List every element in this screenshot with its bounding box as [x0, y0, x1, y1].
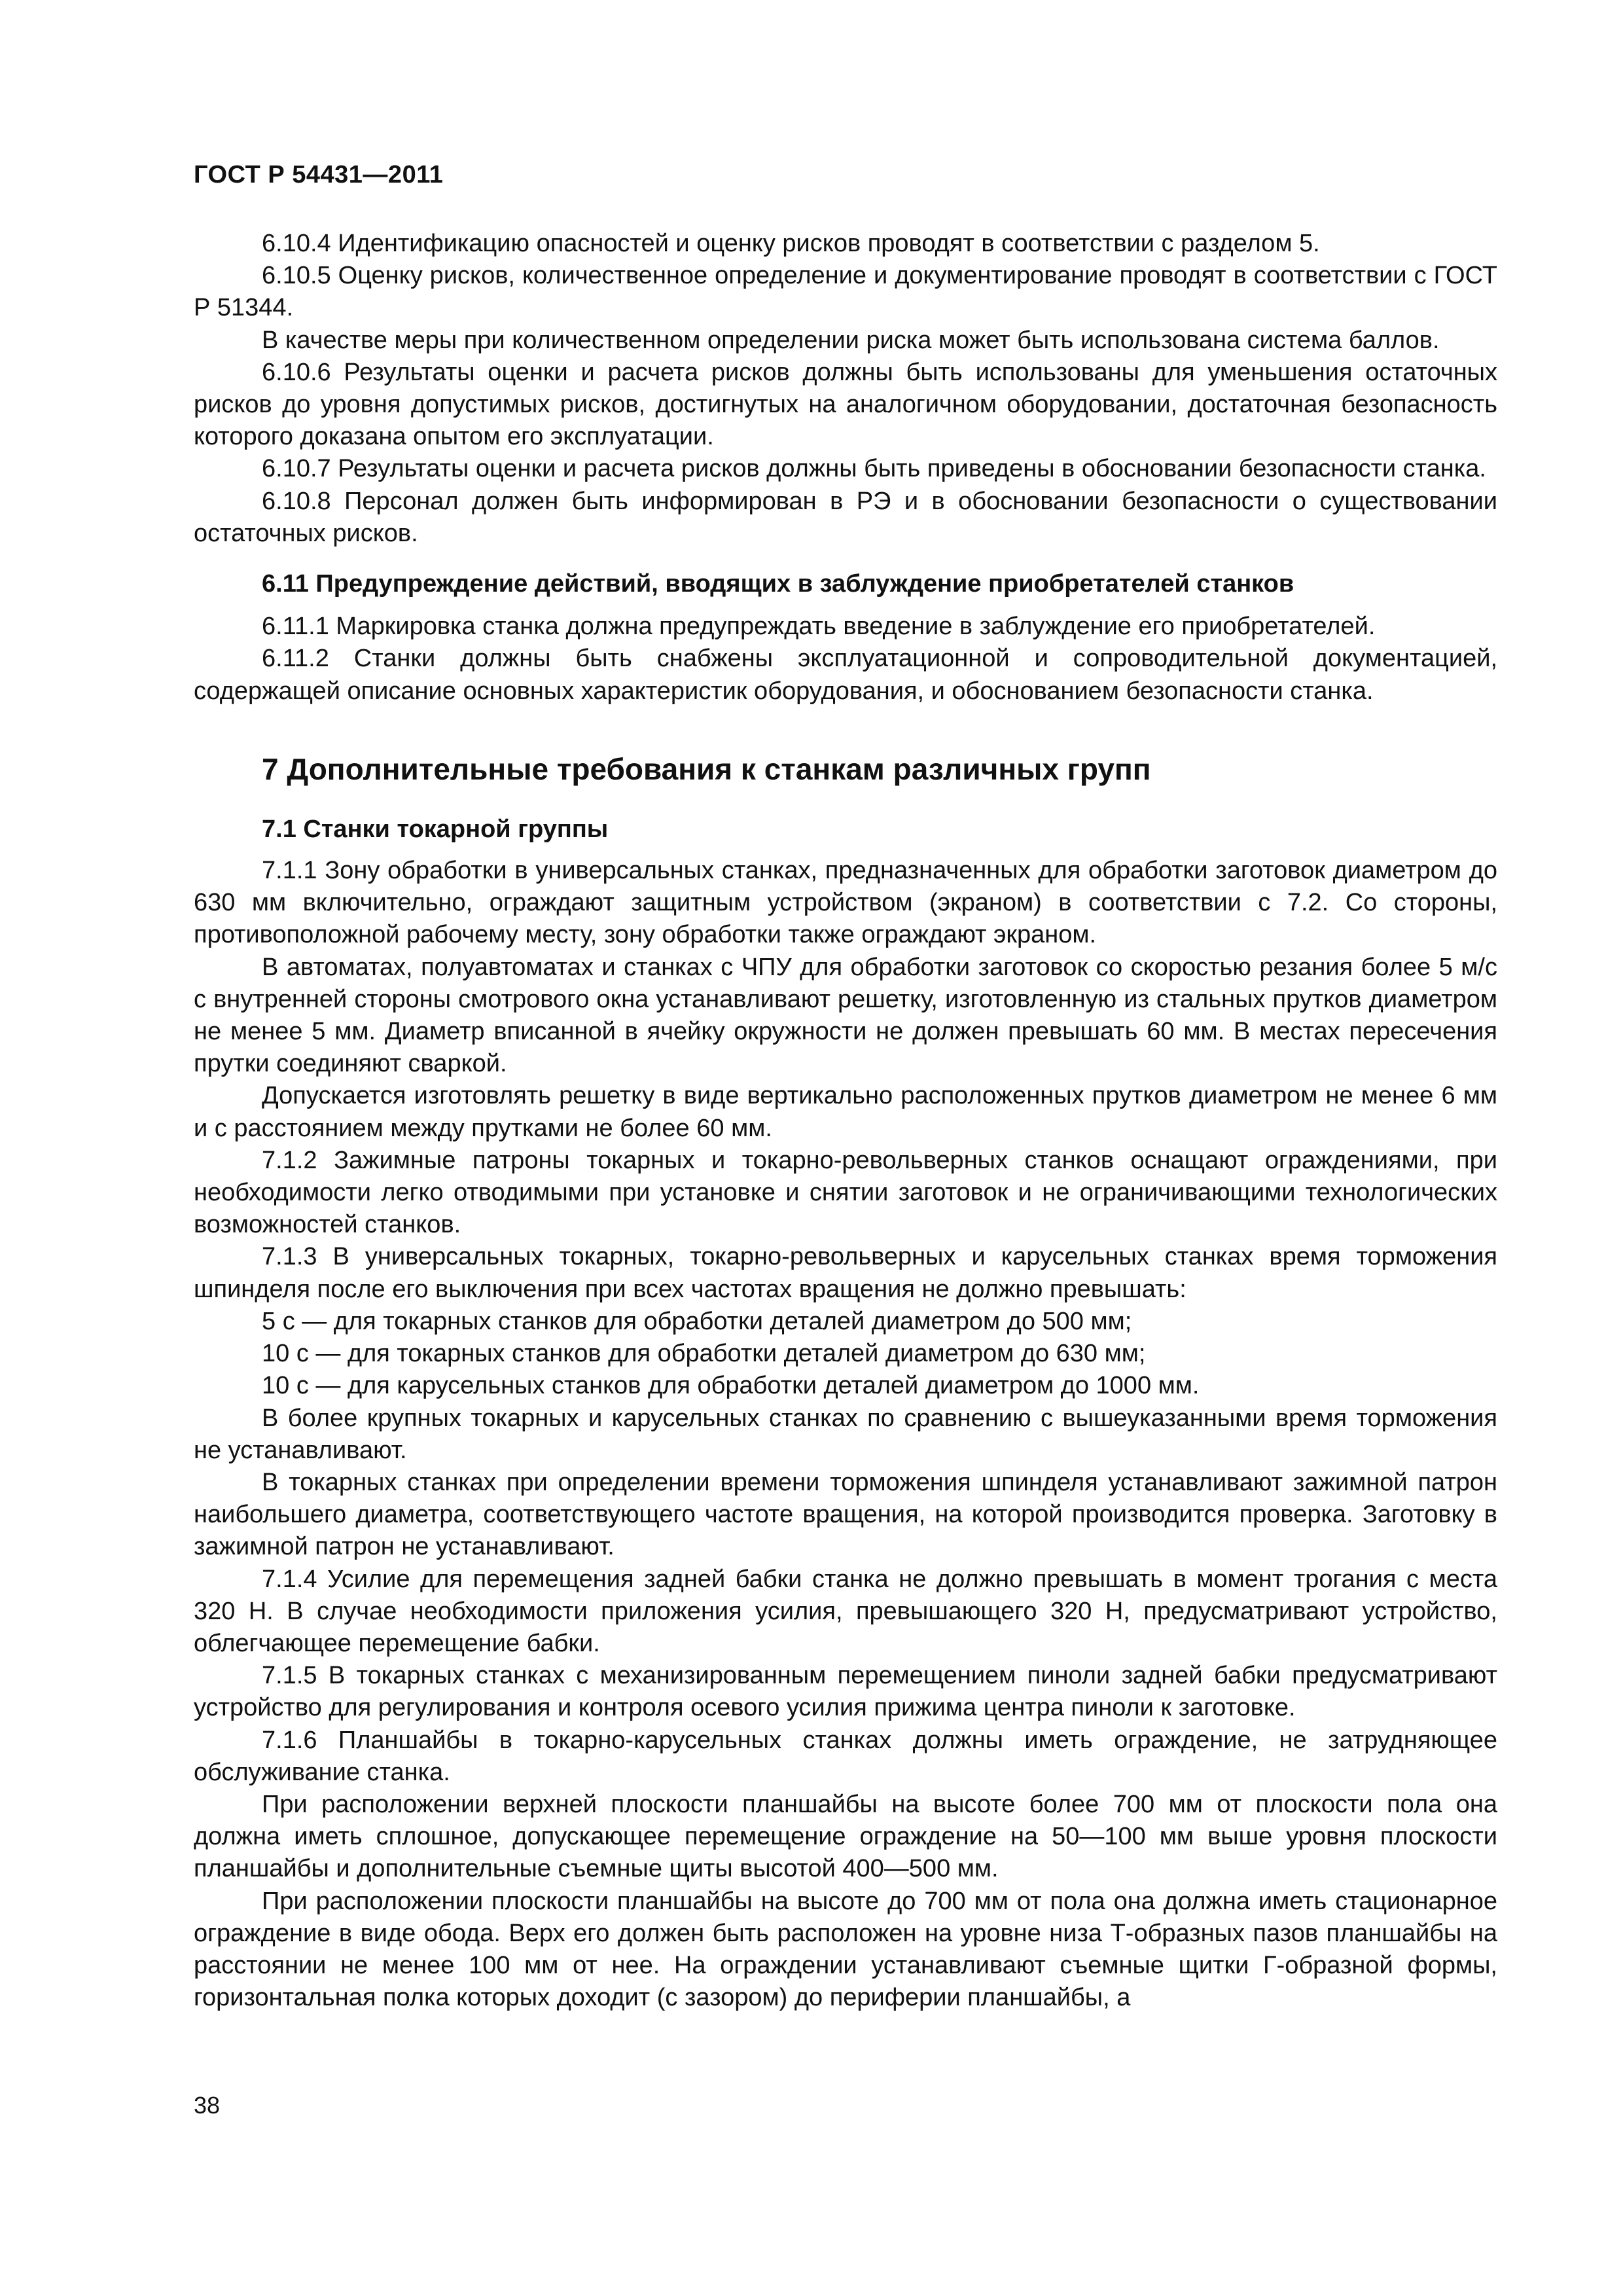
page-number: 38: [194, 2092, 221, 2119]
paragraph-7-1-5: 7.1.5 В токарных станках с механизированным перемещением пиноли задней бабки предусматривают устройство для регулирования и контроля осевого усилия прижима центра пиноли к заготовке.: [194, 1662, 1497, 1722]
document-code-header: ГОСТ Р 54431—2011: [194, 161, 444, 188]
paragraph-7-1-3: 7.1.3 В универсальных токарных, токарно-револьверных и карусельных станках время торможения шпинделя после его выключения при всех частотах вращения не должно превышать:: [194, 1243, 1497, 1303]
heading-6-11: 6.11 Предупреждение действий, вводящих в заблуждение приобретателей станков: [262, 570, 1294, 598]
paragraph-points-system: В качестве меры при количественном определении риска может быть использована система баллов.: [262, 326, 1440, 354]
paragraph-6-10-4: 6.10.4 Идентификацию опасностей и оценку рисков проводят в соответствии с разделом 5.: [262, 230, 1320, 257]
paragraph-7-1-4: 7.1.4 Усилие для перемещения задней бабки станка не должно превышать в момент трогания с места 320 Н. В случае необходимости приложения усилия, превышающего 320 Н, предусматривают устройство, облегчающее перемещение бабки.: [194, 1565, 1497, 1657]
heading-section-7: 7 Дополнительные требования к станкам различных групп: [262, 751, 1151, 786]
body-text: [194, 228, 1497, 2014]
paragraph-7-1-6: 7.1.6 Планшайбы в токарно-карусельных станках должны иметь ограждение, не затрудняющее обслуживание станка.: [194, 1726, 1497, 1786]
heading-7-1: 7.1 Станки токарной группы: [262, 815, 609, 843]
paragraph-6-10-5: 6.10.5 Оценку рисков, количественное определение и документирование проводят в соответствии с ГОСТ Р 51344.: [194, 262, 1497, 322]
paragraph-7-1-2: 7.1.2 Зажимные патроны токарных и токарно-револьверных станков оснащают ограждениями, при необходимости легко отводимыми при установке и снятии заготовок и не ограничивающими технологических возможностей станков.: [194, 1146, 1497, 1239]
list-item-braking-500: 5 с — для токарных станков для обработки деталей диаметром до 500 мм;: [262, 1307, 1132, 1335]
list-item-braking-1000: 10 с — для карусельных станков для обработки деталей диаметром до 1000 мм.: [262, 1372, 1200, 1400]
paragraph-6-11-1: 6.11.1 Маркировка станка должна предупреждать введение в заблуждение его приобретателей.: [262, 613, 1376, 641]
paragraph-6-10-7: 6.10.7 Результаты оценки и расчета рисков должны быть приведены в обосновании безопасности станка.: [262, 455, 1486, 483]
paragraph-faceplate-below-700: При расположении плоскости планшайбы на высоте до 700 мм от пола она должна иметь стационарное ограждение в виде обода. Верх его должен быть расположен на уровне низа Т-образных пазов планшайбы на расстоянии не менее 100 мм от нее. На ограждении устанавливают съемные щитки Г-образной формы, горизонтальная полка которых доходит (с зазором) до периферии планшайбы, а: [194, 1887, 1497, 2012]
paragraph-6-11-2: 6.11.2 Станки должны быть снабжены эксплуатационной и сопроводительной документацией, содержащей описание основных характеристик оборудования, и обоснованием безопасности станка.: [194, 645, 1497, 705]
paragraph-faceplate-above-700: При расположении верхней плоскости планшайбы на высоте более 700 мм от плоскости пола она должна иметь сплошное, допускающее перемещение ограждение на 50—100 мм выше уровня плоскости планшайбы и дополнительные съемные щиты высотой 400—500 мм.: [194, 1790, 1497, 1883]
paragraph-6-10-6: 6.10.6 Результаты оценки и расчета рисков должны быть использованы для уменьшения остаточных рисков до уровня допустимых рисков, достигнутых на аналогичном оборудовании, достаточная безопасность которого доказана опытом его эксплуатации.: [194, 358, 1497, 451]
list-item-braking-630: 10 с — для токарных станков для обработки деталей диаметром до 630 мм;: [262, 1340, 1146, 1368]
paragraph-6-10-8: 6.10.8 Персонал должен быть информирован в РЭ и в обосновании безопасности о существовании остаточных рисков.: [194, 487, 1497, 547]
paragraph-larger-machines: В более крупных токарных и карусельных станках по сравнению с вышеуказанными время торможения не устанавливают.: [194, 1404, 1497, 1464]
paragraph-7-1-1: 7.1.1 Зону обработки в универсальных станках, предназначенных для обработки заготовок диаметром до 630 мм включительно, ограждают защитным устройством (экраном) в соответствии с 7.2. Со стороны, противоположной рабочему месту, зону обработки также ограждают экраном.: [194, 857, 1497, 949]
paragraph-vertical-rods: Допускается изготовлять решетку в виде вертикально расположенных прутков диаметром не менее 6 мм и с расстоянием между прутками не более 60 мм.: [194, 1082, 1497, 1142]
paragraph-automata-grid: В автоматах, полуавтоматах и станках с ЧПУ для обработки заготовок со скоростью резания более 5 м/с с внутренней стороны смотрового окна устанавливают решетку, изготовленную из стальных прутков диаметром не менее 5 мм. Диаметр вписанной в ячейку окружности не должен превышать 60 мм. В местах пересечения прутки соединяют сваркой.: [194, 953, 1497, 1078]
paragraph-braking-test: В токарных станках при определении времени торможения шпинделя устанавливают зажимной патрон наибольшего диаметра, соответствующего частоте вращения, на которой производится проверка. Заготовку в зажимной патрон не устанавливают.: [194, 1468, 1497, 1561]
